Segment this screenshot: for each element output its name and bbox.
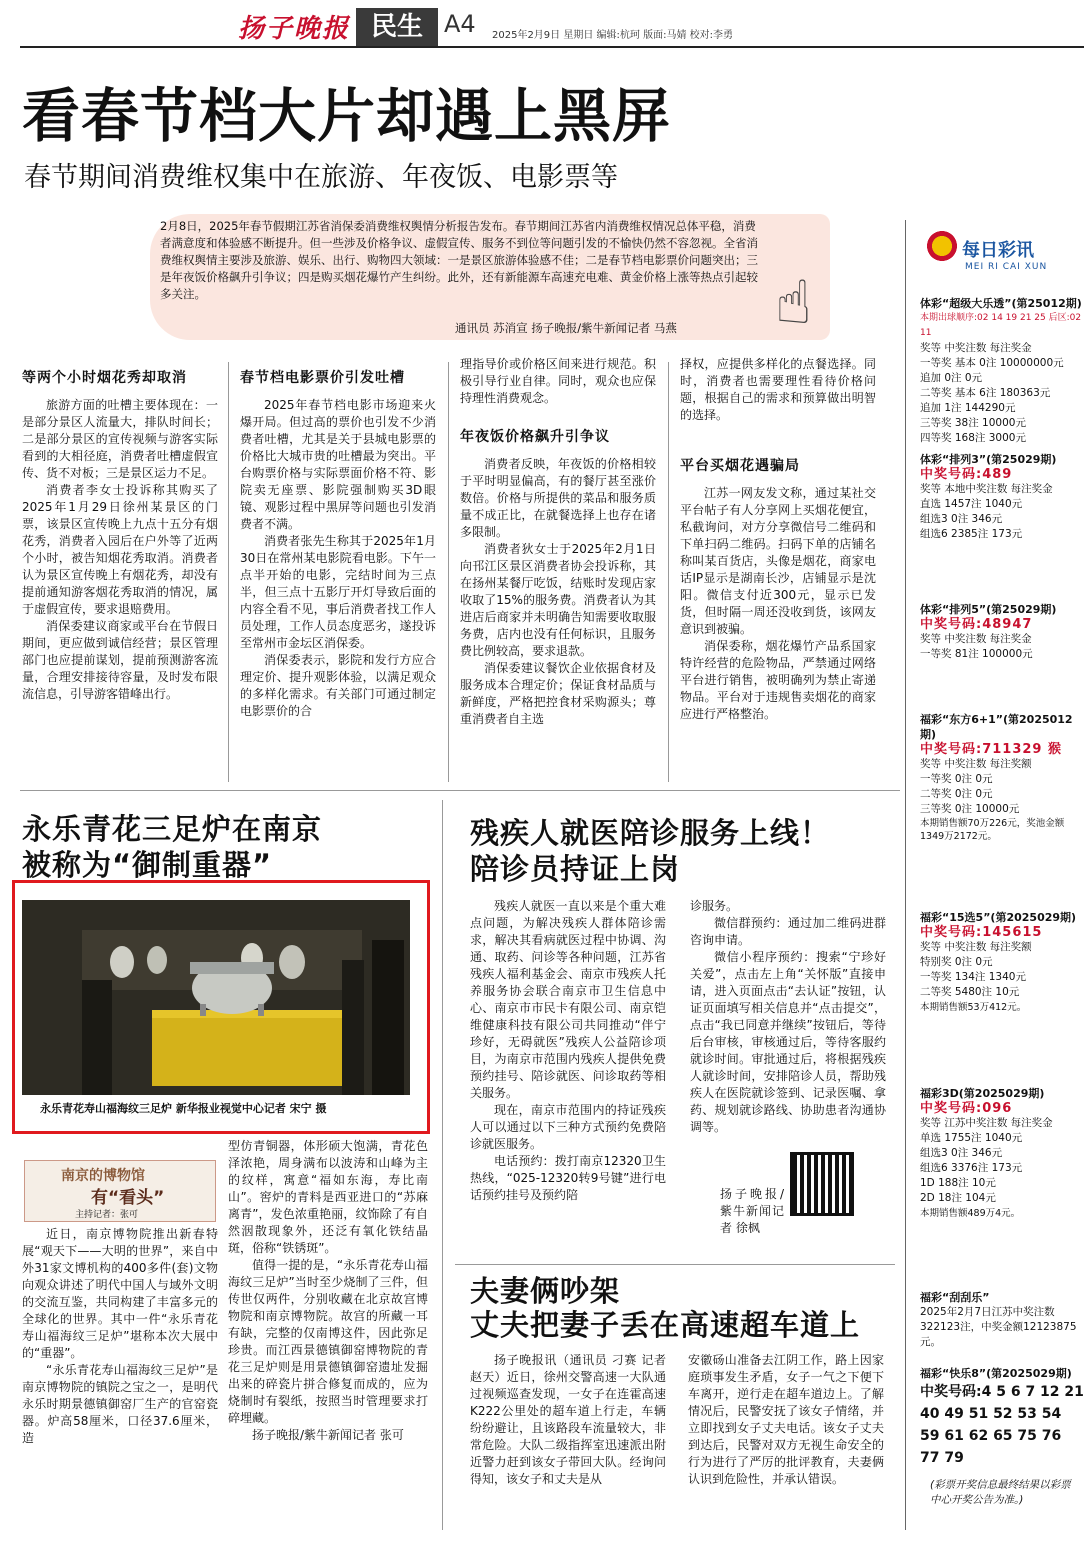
lottery-row: 追加 1注 144290元 bbox=[920, 402, 1016, 414]
paragraph: 消费者李女士投诉称其购买了2025年1月29日徐州某景区的门票，该景区宣传晚上九点十五分有烟花秀，消费者入园后在户外等了近两个小时，被告知烟花秀取消。消费者认为景区宣传晚上有烟花秀，却没有提前通知游客烟花秀取消的情况，属于虚假宣传，要求退赔费用。 bbox=[22, 483, 218, 616]
article-column-4 bbox=[680, 356, 876, 723]
lottery-number: 中奖号码:48947 bbox=[920, 617, 1033, 632]
column-1-title: 等两个小时烟花秀却取消 bbox=[22, 370, 187, 386]
paragraph: 消保委称，烟花爆竹产品系国家特许经营的危险物品，严禁通过网络平台进行销售，被明确列为禁止寄递物品。平台对于违规售卖烟花的商家应进行严格整治。 bbox=[680, 639, 876, 721]
paragraph: 安徽砀山准备去江阴工作，路上因家庭琐事发生矛盾，女子一气之下便下车离开，逆行走在超车道边上。了解情况后，民警安抚了该女子情绪，并立即找到女子丈夫电话。该女子丈夫到达后，民警对双方无视生命安全的行为进行了严厉的批评教育，夫妻俩认识到危险性，并承认错误。 bbox=[688, 1353, 884, 1486]
lottery-row: 二等奖 基本 6注 180363元 bbox=[920, 387, 1051, 399]
section-divider bbox=[20, 790, 900, 791]
lottery-brand-en: MEI RI CAI XUN bbox=[965, 262, 1048, 272]
lottery-title: 福彩“15选5”(第2025029期) bbox=[920, 911, 1077, 924]
story3-column-right bbox=[690, 898, 886, 1136]
lottery-number: 中奖号码:489 bbox=[920, 467, 1013, 482]
lottery-row: 一等奖 81注 100000元 bbox=[920, 648, 1033, 660]
lottery-row: 追加 0注 0元 bbox=[920, 372, 983, 384]
lottery-header: 奖等 中奖注数 每注奖金 bbox=[920, 633, 1032, 645]
lottery-row: 一等奖 0注 0元 bbox=[920, 773, 993, 785]
lead-byline: 通讯员 苏消宣 扬子晚报/紫牛新闻记者 马燕 bbox=[455, 321, 677, 335]
lottery-title: 体彩“排列5”(第25029期) bbox=[920, 603, 1057, 616]
story4-title-line1: 夫妻俩吵架 bbox=[470, 1274, 621, 1308]
story2-byline: 扬子晚报/紫牛新闻记者 张可 bbox=[252, 1428, 404, 1442]
lottery-row: 一等奖 基本 0注 10000000元 bbox=[920, 357, 1064, 369]
lottery-row: 组选3 0注 346元 bbox=[920, 513, 1003, 525]
paragraph: 江苏一网友发文称，通过某社交平台帖子有人分享网上买烟花便宜，私截询问，对方分享微信号二维码和下单扫码二维码。扫码下单的店铺名称叫某百货店，头像是烟花，商家电话IP显示是湖南长沙，店铺显示是沈阳。微信支付近300元，显示已发货，但时隔一周还没收到货，该网友意识到被骗。 bbox=[680, 486, 876, 636]
lottery-brand: 每日彩讯 bbox=[962, 240, 1034, 261]
photo-caption: 永乐青花寿山福海纹三足炉 新华报业视觉中心记者 宋宁 摄 bbox=[40, 1102, 327, 1115]
page-number: A4 bbox=[444, 10, 476, 38]
paragraph: 扬子晚报讯（通讯员 刁赛 记者 赵天）近日，徐州交警高速一大队通过视频巡查发现，一女子在连霍高速K222公里处的超车道上行走，车辆纷纷避让，且该路段车流量较大，非常危险。大队二级指挥室迅速派出附近警力赶到该女子带回大队。经询问得知，该女子和丈夫是从 bbox=[470, 1353, 666, 1486]
paragraph: 旅游方面的吐槽主要体现在：一是部分景区人流量大，排队时间长；二是部分景区的宣传视频与游客实际看到的大相径庭，消费者吐槽虚假宣传、货不对板；三是景区运力不足。 bbox=[22, 398, 218, 480]
lottery-disclaimer: (彩票开奖信息最终结果以彩票中心开奖公告为准。) bbox=[930, 1479, 1071, 1506]
lottery-row: 四等奖 168注 3000元 bbox=[920, 432, 1026, 444]
lottery-block-4 bbox=[920, 712, 1084, 843]
story3-byline: 扬子晚报/紫牛新闻记者 徐枫 bbox=[720, 1187, 784, 1235]
lottery-title: 体彩“超级大乐透”(第25012期) bbox=[920, 297, 1082, 310]
lottery-row: 三等奖 0注 10000元 bbox=[920, 803, 1020, 815]
lead-box bbox=[150, 214, 830, 340]
lottery-block-7 bbox=[920, 1290, 1084, 1350]
paragraph: 消保委表示，影院和发行方应合理定价、提升观影体验，以满足观众的多样化需求。有关部门可通过制定电影票价的合 bbox=[240, 653, 436, 718]
story3-title-line2: 陪诊员持证上岗 bbox=[470, 852, 681, 886]
lottery-title: 福彩3D(第2025029期) bbox=[920, 1087, 1045, 1100]
story4-column-right bbox=[688, 1352, 884, 1488]
article-column-3 bbox=[460, 356, 656, 728]
paragraph: 消费者反映，年夜饭的价格相较于平时明显偏高，有的餐厅甚至涨价数倍。价格与所提供的菜品和服务质量不成正比，在就餐选择上也存在诸多限制。 bbox=[460, 457, 656, 539]
lottery-row: 1D 188注 10元 bbox=[920, 1177, 996, 1189]
lottery-note: 本期销售额70万226元，奖池金额1349万2172元。 bbox=[920, 818, 1065, 842]
edition-meta: 2025年2月9日 星期日 编辑:杭珂 版面:马婧 校对:李勇 bbox=[492, 30, 733, 41]
lottery-header: 奖等 中奖注数 每注奖金 bbox=[920, 342, 1032, 354]
lottery-header: 奖等 中奖注数 每注奖额 bbox=[920, 941, 1032, 953]
lottery-row: 直选 1457注 1040元 bbox=[920, 498, 1023, 510]
masthead-rule bbox=[20, 46, 1084, 48]
lottery-block-2 bbox=[920, 452, 1084, 542]
sidebar-divider bbox=[905, 220, 906, 1530]
lottery-header: 奖等 中奖注数 每注奖额 bbox=[920, 758, 1032, 770]
lottery-number: 中奖号码:4 5 6 7 12 21 40 49 51 52 53 54 59 61 62 65 75 76 77 79 bbox=[920, 1384, 1084, 1466]
paragraph: 2025年春节档电影市场迎来火爆开局。但过高的票价也引发不少消费者吐槽，尤其是关于县城电影票的价格比大城市贵的吐槽最为突出。平台购票价格与实际票面价格不符、影院卖无座票、影院强制购买3D眼镜、观影过程中黑屏等问题也引发消费者不满。 bbox=[240, 398, 436, 531]
main-subheadline: 春节期间消费维权集中在旅游、年夜饭、电影票等 bbox=[24, 162, 618, 193]
article-column-2 bbox=[240, 368, 436, 720]
story2-title-line2: 被称为“御制重器” bbox=[22, 848, 273, 882]
lottery-title: 体彩“排列3”(第25029期) bbox=[920, 453, 1057, 466]
lottery-number: 中奖号码:145615 bbox=[920, 925, 1043, 940]
lottery-number: 中奖号码:711329 猴 bbox=[920, 742, 1062, 757]
lottery-block-8 bbox=[920, 1366, 1084, 1469]
paragraph: 微信小程序预约：搜索“宁珍好关爱”，点击左上角“关怀版”直接申请，进入页面点击“去认证”按钮，认证页面填写相关信息并“点击提交”，点击“我已同意并继续”按钮后，等待后台审核，审核通过后，等待客服约就诊时间。审批通过后，将根据残疾人就诊时间，安排陪诊人员，帮助残疾人在医院就诊签到、记录医嘱、拿药、规划就诊路线、协助患者沟通协调等。 bbox=[690, 950, 886, 1134]
column-4-title: 平台买烟花遇骗局 bbox=[680, 458, 800, 474]
lottery-logo-icon bbox=[925, 228, 959, 264]
exhibit-illustration bbox=[22, 900, 410, 1095]
lottery-title: 福彩“东方6+1”(第2025012期) bbox=[920, 713, 1073, 741]
story2-title-line1: 永乐青花三足炉在南京 bbox=[22, 812, 323, 846]
column-3-title: 年夜饭价格飙升引争议 bbox=[460, 429, 610, 445]
paragraph: 残疾人就医一直以来是个重大难点问题，为解决残疾人群体陪诊需求，解决其看病就医过程中协调、沟通、取药、问诊等各种问题，江苏省残疾人福利基金会、南京市残疾人托养服务协会联合南京市卫生信息中心、南京市市民卡有限公司、南京铠维健康科技有限公司共同推动“伴宁珍好，无碍就医”残疾人公益陪诊项目，为南京市范围内残疾人提供免费预约挂号、陪诊就医、问诊取药等相关服务。 bbox=[470, 899, 666, 1100]
column-2-title: 春节档电影票价引发吐槽 bbox=[240, 370, 405, 386]
lottery-title: 福彩“快乐8”(第2025029期) bbox=[920, 1367, 1072, 1380]
paragraph: 理指导价或价格区间来进行规范。积极引导行业自律。同时，观众也应保持理性消费观念。 bbox=[460, 357, 656, 405]
paragraph: 现在，南京市范围内的持证残疾人可以通过以下三种方式预约免费陪诊就医服务。 bbox=[470, 1103, 666, 1151]
paragraph: 消费者狄女士于2025年2月1日向邗江区景区消费者协会投诉称，其在扬州某餐厅吃饭，结账时发现店家收取了15%的服务费。消费者认为其进店后商家并未明确告知需要收取服务费，店内也没有任何标识，且服务费比例较高，要求退款。 bbox=[460, 542, 656, 658]
lottery-row: 特别奖 0注 0元 bbox=[920, 956, 993, 968]
paragraph: “永乐青花寿山福海纹三足炉”是南京博物院的镇院之宝之一，是明代永乐时期景德镇御窑厂生产的官窑瓷器。炉高58厘米，口径37.6厘米，造 bbox=[22, 1363, 218, 1445]
paragraph: 值得一提的是，“永乐青花寿山福海纹三足炉”当时至少烧制了三件，但传世仅两件，分别收藏在北京故宫博物院和南京博物院。故宫的所藏一耳有缺，完整的仅南博这件，因此弥足珍贵。而江西景德镇御窑博物院的青花三足炉则是用景德镇御窑遗址发掘出来的碎瓷片拼合修复而成的，应为烧制时有裂纸，按照当时管理要求打碎埋藏。 bbox=[228, 1258, 428, 1425]
column-divider bbox=[228, 362, 229, 782]
paragraph: 型仿青铜器，体形硕大饱满，青花色泽浓艳，周身满布以波涛和山峰为主的纹样，寓意“福如东海，寿比南山”。窖炉的青料是西亚进口的“苏麻离青”，发色浓重艳丽，纹饰除了有自然洇散现象外，还泛有氧化铁结晶斑，俗称“铁锈斑”。 bbox=[228, 1139, 428, 1255]
section-divider bbox=[455, 1264, 895, 1265]
story3-title-line1: 残疾人就医陪诊服务上线！ bbox=[470, 816, 831, 850]
lottery-block-6 bbox=[920, 1086, 1084, 1221]
column-divider bbox=[668, 362, 669, 782]
story4-title-line2: 丈夫把妻子丢在高速超车道上 bbox=[470, 1308, 861, 1342]
lottery-number: 本期出球顺序:02 14 19 21 25 后区:02 11 bbox=[920, 313, 1082, 338]
lottery-note: 本期销售额489万4元。 bbox=[920, 1208, 1021, 1219]
lottery-text: 2025年2月7日江苏中奖注数322123注，中奖金额12123875元。 bbox=[920, 1306, 1077, 1348]
lottery-row: 组选3 0注 346元 bbox=[920, 1147, 1003, 1159]
story2-column-right bbox=[228, 1138, 428, 1444]
lottery-row: 单选 1755注 1040元 bbox=[920, 1132, 1023, 1144]
paragraph: 消保委建议餐饮企业依据食材及服务成本合理定价；保证食材品质与新鲜度，严格把控食材采购源头；尊重消费者自主选 bbox=[460, 661, 656, 726]
lottery-row: 二等奖 0注 0元 bbox=[920, 788, 993, 800]
paragraph: 近日，南京博物院推出新春特展“观天下——大明的世界”，来自中外31家文博机构的400多件(套)文物向观众讲述了明代中国人与域外文明的交流互鉴，共同构建了丰富多元的全球化的世界。其中一件“永乐青花寿山福海纹三足炉”堪称本次大展中的“重器”。 bbox=[22, 1227, 218, 1360]
lottery-row: 组选6 2385注 173元 bbox=[920, 528, 1023, 540]
lottery-header: 奖等 江苏中奖注数 每注奖金 bbox=[920, 1117, 1053, 1129]
paragraph: 诊服务。 bbox=[690, 899, 739, 913]
section-label: 民生 bbox=[356, 8, 438, 46]
main-headline: 看春节档大片却遇上黑屏 bbox=[22, 82, 672, 150]
story3-byline-box bbox=[720, 1186, 784, 1237]
lottery-note: 本期销售额53万412元。 bbox=[920, 1002, 1027, 1013]
pointing-hand-icon: ☝ bbox=[775, 268, 812, 338]
story3-column-left bbox=[470, 898, 666, 1204]
paragraph: 消保委建议商家或平台在节假日期间，更应做到诚信经营；景区管理部门也应提前谋划，提前预测游客流量，合理安排接待容量，及时发布限流信息，引导游客错峰出行。 bbox=[22, 619, 218, 701]
newspaper-logo: 扬子晚报 bbox=[238, 14, 351, 44]
lottery-row: 组选6 3376注 173元 bbox=[920, 1162, 1023, 1174]
museum-badge-sub: 有“看头” bbox=[91, 1188, 165, 1208]
lottery-block-1 bbox=[920, 296, 1084, 446]
lottery-row: 2D 18注 104元 bbox=[920, 1192, 996, 1204]
museum-badge-host: 主持记者：张可 bbox=[75, 1210, 139, 1220]
lottery-number: 中奖号码:096 bbox=[920, 1101, 1013, 1116]
lottery-row: 一等奖 134注 1340元 bbox=[920, 971, 1026, 983]
artifact-photo bbox=[22, 900, 410, 1095]
column-divider bbox=[448, 362, 449, 782]
story4-column-left bbox=[470, 1352, 666, 1488]
story-divider bbox=[442, 800, 443, 1530]
lottery-title: 福彩“刮刮乐” bbox=[920, 1291, 990, 1304]
paragraph: 微信群预约：通过加二维码进群咨询申请。 bbox=[690, 916, 886, 947]
lead-text: 2月8日，2025年春节假期江苏省消保委消费维权舆情分析报告发布。春节期间江苏省内消费维权情况总体平稳，消费者满意度和体验感不断提升。但一些涉及价格争议、虚假宣传、服务不到位等问题引发的不愉快仍然不容忽视。全省消费维权舆情主要涉及旅游、娱乐、出行、购物四大领域：一是景区旅游体验感不佳；二是春节档电影票价问题突出；三是年夜饭价格飙升引争议；四是购买烟花爆竹产生纠纷。此外，还有新能源车高速充电难、黄金价格上涨等热点引起较多关注。 bbox=[160, 219, 758, 301]
lottery-row: 三等奖 38注 10000元 bbox=[920, 417, 1026, 429]
lottery-row: 二等奖 5480注 10元 bbox=[920, 986, 1020, 998]
paragraph: 择权，应提供多样化的点餐选择。同时，消费者也需要理性看待价格问题，根据自己的需求和预算做出明智的选择。 bbox=[680, 357, 876, 422]
qr-code[interactable] bbox=[790, 1152, 854, 1216]
masthead bbox=[0, 0, 1090, 52]
lottery-header: 奖等 本地中奖注数 每注奖金 bbox=[920, 483, 1053, 495]
museum-badge-title: 南京的博物馆 bbox=[61, 1168, 145, 1184]
museum-column-badge bbox=[24, 1160, 216, 1222]
paragraph: 消费者张先生称其于2025年1月30日在常州某电影院看电影。下午一点半开始的电影，完结时间为三点半，但三点十五影厅开灯导致后面的内容全看不见，事后消费者找工作人员处理，工作人员态度恶劣，遂投诉至常州市金坛区消保委。 bbox=[240, 534, 436, 650]
story2-column-left bbox=[22, 1226, 218, 1447]
paragraph: 电话预约：拨打南京12320卫生热线，“025-12320转9号键”进行电话预约挂号及预约陪 bbox=[470, 1154, 666, 1202]
lottery-block-3 bbox=[920, 602, 1084, 662]
article-column-1 bbox=[22, 368, 218, 703]
lottery-block-5 bbox=[920, 910, 1084, 1015]
